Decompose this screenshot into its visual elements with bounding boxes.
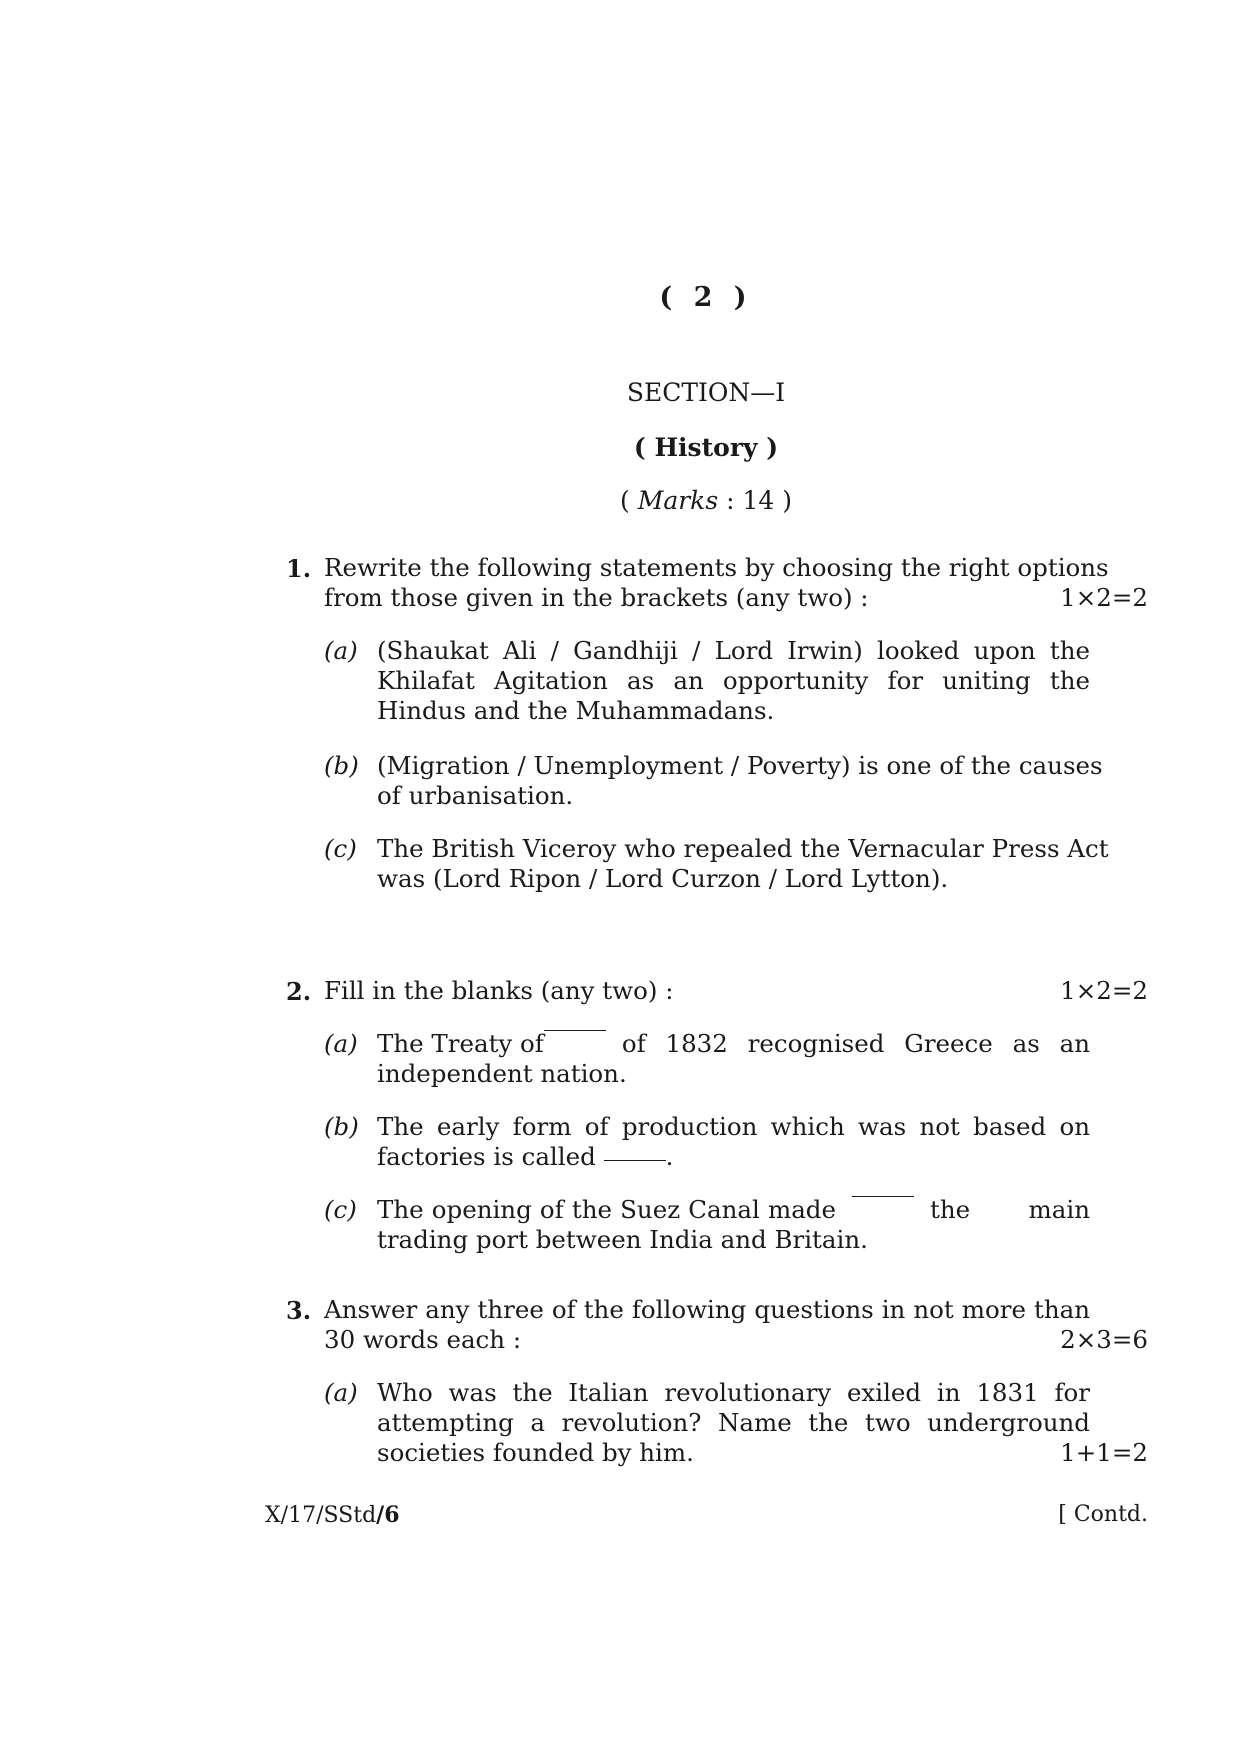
q1a-line3: Hindus and the Muhammadans. bbox=[377, 696, 775, 725]
q3-number: 3. bbox=[286, 1296, 312, 1325]
q1-number: 1. bbox=[286, 554, 312, 583]
q1b-label: (b) bbox=[324, 751, 359, 780]
q2b-line1: The early form of production which was not based on bbox=[377, 1112, 1090, 1141]
q3a-line2: attempting a revolution? Name the two underground bbox=[377, 1408, 1090, 1437]
subject-title: ( History ) bbox=[633, 433, 779, 462]
q2a-line1-pre: The Treaty of bbox=[377, 1029, 544, 1058]
page-number: ( 2 ) bbox=[659, 282, 753, 313]
paper-code bbox=[265, 1502, 400, 1528]
marks-open: ( bbox=[620, 486, 638, 515]
paper-code-prefix: X/17/SStd bbox=[265, 1503, 377, 1528]
q2c-line2: trading port between India and Britain. bbox=[377, 1225, 868, 1254]
q1a-label: (a) bbox=[324, 636, 358, 665]
section-marks bbox=[0, 486, 1242, 515]
q1-text-line2: from those given in the brackets (any two) : bbox=[324, 583, 869, 612]
marks-label: Marks bbox=[637, 486, 719, 515]
q2c-blank bbox=[852, 1195, 914, 1197]
continued-label: [ Contd. bbox=[1058, 1502, 1148, 1527]
q1a-line1: (Shaukat Ali / Gandhiji / Lord Irwin) looked upon the bbox=[377, 636, 1090, 665]
q1c-line2: was (Lord Ripon / Lord Curzon / Lord Lytton). bbox=[377, 864, 949, 893]
q2-marks: 1×2=2 bbox=[1060, 976, 1148, 1005]
q3a-line3: societies founded by him. bbox=[377, 1438, 694, 1467]
q2b-line2 bbox=[377, 1142, 673, 1171]
q2b-blank bbox=[604, 1159, 666, 1161]
q1c-label: (c) bbox=[324, 834, 357, 863]
section-title: SECTION—I bbox=[626, 378, 786, 407]
q3-text-line2: 30 words each : bbox=[324, 1325, 522, 1354]
q1-marks: 1×2=2 bbox=[1060, 583, 1148, 612]
q2b-label: (b) bbox=[324, 1112, 359, 1141]
q2c-label: (c) bbox=[324, 1195, 357, 1224]
q1a-line2: Khilafat Agitation as an opportunity for uniting the bbox=[377, 666, 1090, 695]
paper-code-suffix: /6 bbox=[376, 1502, 400, 1528]
q2a-line2: independent nation. bbox=[377, 1059, 627, 1088]
q2c-line1-pre: The opening of the Suez Canal made bbox=[377, 1195, 836, 1224]
q2b-line2-pre: factories is called bbox=[377, 1142, 596, 1171]
q2b-line2-post: . bbox=[665, 1142, 674, 1171]
q3a-line1: Who was the Italian revolutionary exiled in 1831 for bbox=[377, 1378, 1090, 1407]
q2a-line1 bbox=[377, 1029, 1090, 1058]
q2c-line1 bbox=[377, 1195, 1090, 1224]
q2c-line1-post: the main bbox=[930, 1195, 1090, 1224]
q2a-label: (a) bbox=[324, 1029, 358, 1058]
q2-text-line1: Fill in the blanks (any two) : bbox=[324, 976, 674, 1005]
q3a-label: (a) bbox=[324, 1378, 358, 1407]
q1c-line1: The British Viceroy who repealed the Vernacular Press Act bbox=[377, 834, 1109, 863]
q3-marks: 2×3=6 bbox=[1060, 1325, 1148, 1354]
q2a-blank bbox=[544, 1029, 606, 1031]
q2a-line1-post: of 1832 recognised Greece as an bbox=[621, 1029, 1090, 1058]
q1b-line2: of urbanisation. bbox=[377, 781, 574, 810]
q2-number: 2. bbox=[286, 977, 312, 1006]
q3-text-line1: Answer any three of the following questions in not more than bbox=[324, 1295, 1090, 1324]
marks-value: : 14 ) bbox=[718, 486, 792, 515]
q1-text-line1: Rewrite the following statements by choosing the right options bbox=[324, 553, 1109, 582]
q3a-marks: 1+1=2 bbox=[1060, 1438, 1148, 1467]
q1b-line1: (Migration / Unemployment / Poverty) is one of the causes bbox=[377, 751, 1103, 780]
